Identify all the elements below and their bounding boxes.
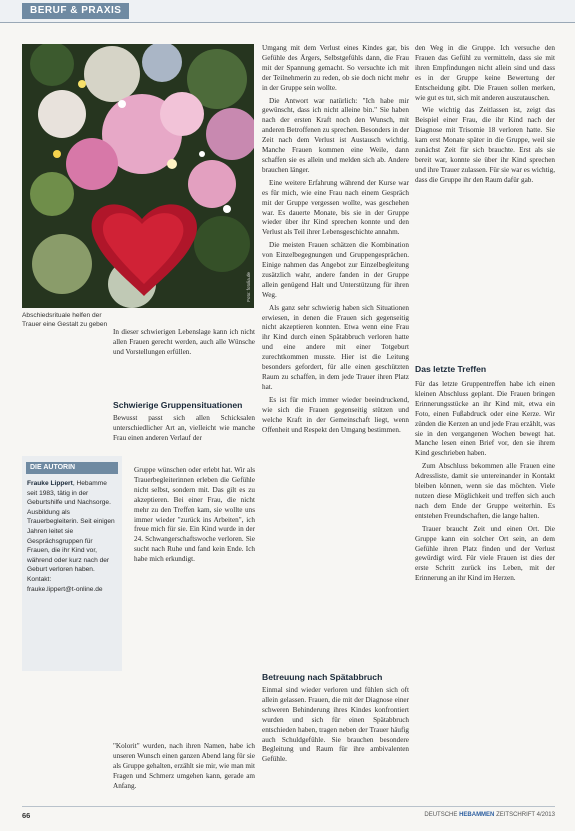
journal-suffix: ZEITSCHRIFT 4/2013 [496, 812, 555, 818]
paragraph: Für das letzte Gruppentreffen habe ich einen kleinen Abschluss geplant. Die Frauen bringen Erinnerungsstücke an ihr Kind mit, etwa ein Foto, einen Fußabdruck oder eine Kerze. Wir zünden die Kerzen an und jede Frau erzählt, was sie in den vergangenen Wochen bewegt hat. Manche lesen einen Brief vor, den sie ihrem Kind geschrieben haben. [415, 380, 555, 458]
subheading-last-meeting: Das letzte Treffen [415, 364, 487, 374]
section-header [0, 0, 575, 23]
column-3-text-a [415, 44, 555, 360]
page-number: 66 [22, 811, 31, 820]
flower-heart-photo [22, 44, 254, 308]
paragraph: Die meisten Frauen schätzen die Kombination von Einzelbegegnungen und Gruppengesprächen. Einige nahmen das Angebot zur Einzelbegleitung zusätzlich wahr, andere fanden in der Gruppe allein genügend Halt und Unterstützung für ihren Weg. [262, 241, 409, 299]
paragraph: Eine weitere Erfahrung während der Kurse war es für mich, wie eine Frau nach einem Gespräch mit der Gruppe vergessen wollte, was geschehen war. Es dauerte Monate, bis sie in der Gruppe wieder über ihr Kind sprechen konnte und den Verlust als Teil ihrer Lebensgeschichte annahm. [262, 178, 409, 237]
paragraph: Als ganz sehr schwierig haben sich Situationen erwiesen, in denen die Frauen sich gegenseitig nicht akzeptieren konnten. Etwa wenn eine Frau ihr Kind durch einen Spätabbruch verloren hatte und eine andere mit einer Totgeburt zurechtkommen musste. Hier ist die Leitung besonders gefordert, für alle einen geschützten Raum zu schaffen, in dem jede Trauer ihren Platz hat. [262, 303, 409, 391]
column-3-text-b [415, 380, 555, 804]
photo-illustration [22, 44, 254, 308]
author-bio: Hebamme seit 1983, tätig in der Geburtshilfe und Nachsorge. Ausbildung als Trauerbegleiterin. Seit einigen Jahren leitet sie Gesprächsgruppen für Frauen, die ihr Kind vor, während oder kurz nach der Geburt verloren haben. [27, 480, 115, 574]
journal-name [424, 812, 555, 818]
footer-divider [22, 806, 555, 807]
paragraph: Trauer braucht Zeit und einen Ort. Die Gruppe kann ein solcher Ort sein, an dem Gefühle ihren Platz finden und der Verlust gewürdigt wird. Für viele Frauen ist dies der erste Schritt zurück ins Leben, mit der Erinnerung an ihr Kind im Herzen. [415, 524, 555, 583]
column-1-text-c [113, 742, 255, 804]
paragraph: "Kolorit" wurden, nach ihren Namen, habe ich unseren Wunsch einen ganzen Abend lang für sie als Gruppe gehalten, erzählt sie mir, wie man mit Fragen und Schmerz umgehen kann, gerade am Anfang. [113, 742, 255, 790]
author-name: Frauke Lippert [27, 480, 73, 487]
journal-highlight: HEBAMMEN [459, 812, 495, 818]
photo-credit: Foto: fotolia.de [246, 272, 251, 302]
author-box-body: Frauke Lippert, Hebamme seit 1983, tätig in der Geburtshilfe und Nachsorge. Ausbildung als Trauerbegleiterin. Seit einigen Jahren leitet sie Gesprächsgruppen für Frauen, die ihr Kind vor, während oder kurz nach der Geburt verloren haben. Kontakt: frauke.lippert@t-online.de [27, 480, 115, 593]
paragraph: Wie wichtig das Zeitlassen ist, zeigt das Beispiel einer Frau, die ihr Kind nach der Diagnose mit Trisomie 18 verloren hatte. Sie kam erst Monate später in die Gruppe, weil sie zunächst Zeit für sich brauchte. Erst als sie bereit war, konnte sie über ihr Kind sprechen und ihre Trauer zulassen. Für sie war es wichtig, dass die Gruppe ihr den Raum dafür gab. [415, 106, 555, 184]
subheading-late-abortion: Betreuung nach Spätabbruch [262, 672, 383, 682]
paragraph: In dieser schwierigen Lebenslage kann ich nicht allen Frauen gerecht werden, auch alle Wünsche und Vorstellungen erfüllen. [113, 328, 255, 356]
column-1-text-a [113, 414, 255, 464]
photo-caption: Abschiedsrituale helfen der Trauer eine Gestalt zu geben [22, 312, 108, 328]
column-1-text-b [134, 466, 255, 740]
paragraph: Umgang mit dem Verlust eines Kindes gar, bis Gefühle des Ärgers, Selbstgefühls dann, die Frau mit der Spannung gemacht. So versuchte ich mit der Teilnehmerin zu reden, ob sie doch nicht mehr in der Gruppe sein wollte. [262, 44, 409, 92]
paragraph: Einmal sind wieder verloren und fühlen sich oft allein gelassen. Frauen, die mit der Diagnose einer schweren Behinderung ihres Kindes konfrontiert wurden und sich für einen Spätabbruch entschieden haben, tragen neben der Trauer häufig auch Schuldgefühle. Sie brauchen besondere Begleitung und Raum für ihre ambivalenten Gefühle. [262, 686, 409, 764]
author-box-heading: DIE AUTORIN [26, 462, 118, 474]
subheading-group-situations: Schwierige Gruppensituationen [113, 400, 243, 410]
paragraph: Bewusst passt sich allen Schicksalen unterschiedlicher Art an, vielleicht wie manche Frau einen anderen Verlauf der [113, 414, 255, 442]
column-2-text [262, 44, 409, 668]
intro-text [113, 328, 255, 396]
paragraph: Die Antwort war natürlich: "Ich habe mir gewünscht, dass ich nicht alleine bin." Sie haben nach der ersten Kraft noch den Wunsch, mit anderen Betroffenen zu sprechen. Besonders in der Zeit nach dem Verlust ist Austausch wichtig. Manche Frauen kommen eine Weile, dann schaffen sie es allein und melden sich ab. Andere brauchen länger. [262, 96, 409, 174]
paragraph: Zum Abschluss bekommen alle Frauen eine Adressliste, damit sie untereinander in Kontakt bleiben können, wenn sie das möchten. Viele nutzen diese Möglichkeit und treffen sich auch nach dem Ende der Gruppe weiterhin. Es entstehen Freundschaften, die lange halten. [415, 462, 555, 520]
author-contact[interactable]: frauke.lippert@t-online.de [27, 585, 103, 593]
paragraph: den Weg in die Gruppe. Ich versuche den Frauen das Gefühl zu vermitteln, dass sie mit ihren Empfindungen nicht allein sind und dass es in der Gruppe keine Bewertung der Entscheidung gibt. Die Frauen sollen merken, wie gut es tut, sich mit anderen auszutauschen. [415, 44, 555, 102]
section-title: BERUF & PRAXIS [22, 3, 129, 19]
paragraph: Es ist für mich immer wieder beeindruckend, wie sich die Frauen gegenseitig stützen und welche Kraft in der Gemeinschaft liegt, wenn Offenheit und Respekt den Umgang bestimmen. [262, 395, 409, 434]
column-2-text-b [262, 686, 409, 804]
author-contact-label: Kontakt: [27, 575, 52, 583]
author-box [22, 456, 122, 671]
paragraph: Gruppe wünschen oder erlebt hat. Wir als Trauerbegleiterinnen erleben die Gefühle nicht selbst, sondern mit. Das gilt es zu akzeptieren. Bei einer Frau, die nicht mehr zu den Treffen kam, sie wollte uns immer wieder "zurück ins Arbeiten", ich freue mich für sie. Ein Kind wurde in der 24. Schwangerschaftswoche verloren. Sie sucht nach Ruhe und fand kein Ende. Ich habe mich erkundigt. [134, 466, 255, 564]
journal-prefix: DEUTSCHE [424, 812, 458, 818]
